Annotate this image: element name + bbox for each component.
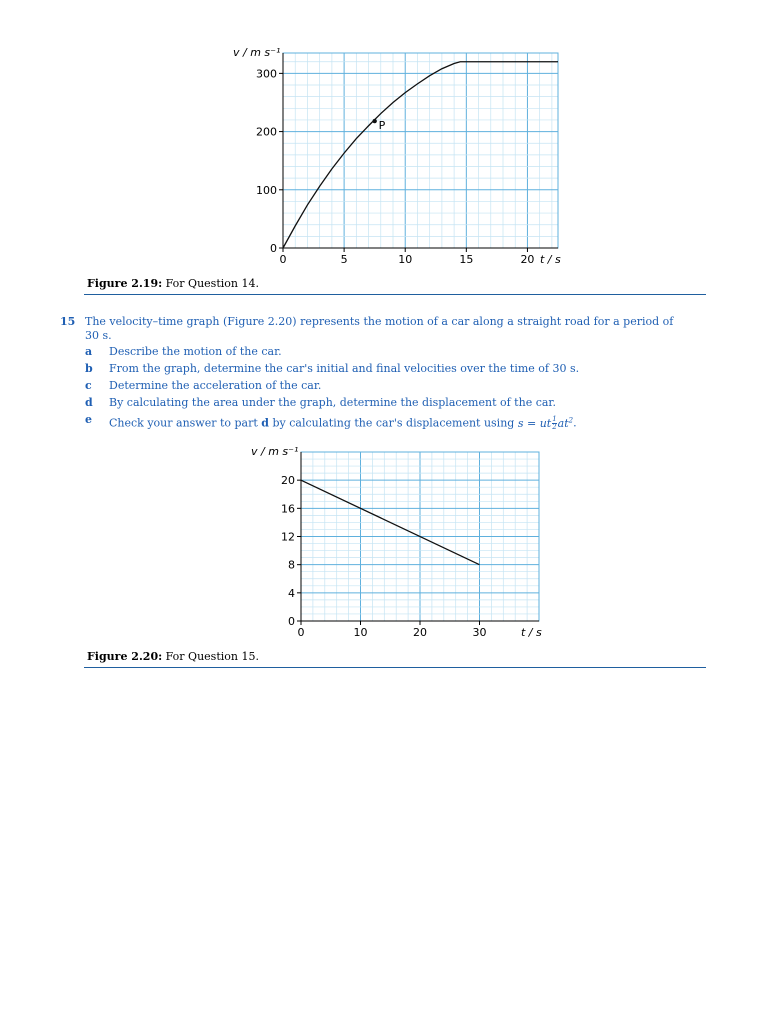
y-tick-label: 4 [288, 586, 295, 600]
x-tick-label: 0 [279, 253, 287, 266]
part-end: . [573, 416, 577, 430]
question-parts [85, 345, 680, 430]
y-tick-label: 12 [281, 530, 295, 544]
part-text-after: by calculating the car's displacement using [269, 416, 518, 430]
eq-rhs: at [557, 416, 569, 430]
x-tick-label: 30 [472, 626, 487, 639]
frac-den: 2 [552, 423, 557, 432]
part-c [85, 379, 680, 396]
figure-2-20-caption [87, 650, 259, 663]
x-axis-label: t / s [521, 626, 542, 639]
y-axis-label: v / m s⁻¹ [233, 46, 281, 59]
eq-exp: 2 [568, 416, 574, 424]
part-text: Determine the acceleration of the car. [109, 379, 322, 392]
y-tick-label: 0 [270, 242, 277, 255]
part-label: a [85, 345, 93, 358]
part-text: By calculating the area under the graph, determine the displacement of the car. [109, 396, 556, 409]
caption-label: Figure 2.19: [87, 277, 163, 290]
y-tick-label: 100 [256, 183, 277, 197]
y-tick-label: 8 [288, 558, 295, 572]
y-tick-label: 0 [288, 615, 295, 628]
fraction-half [552, 416, 556, 431]
frac-num: 1 [552, 415, 557, 424]
part-d [85, 396, 680, 413]
part-text: Describe the motion of the car. [109, 345, 282, 358]
y-tick-label: 16 [281, 502, 295, 516]
x-tick-label: 10 [398, 253, 413, 266]
x-tick-label: 20 [413, 626, 427, 639]
point-label: P [378, 119, 386, 133]
caption-label: Figure 2.20: [87, 650, 163, 663]
caption-text: For Question 15. [162, 650, 259, 663]
velocity-time-chart-fig-2-19 [225, 45, 570, 270]
eq-mid: = ut [523, 416, 552, 430]
y-tick-label: 20 [281, 474, 295, 488]
part-label: d [85, 396, 93, 409]
caption-text: For Question 14. [162, 277, 259, 290]
divider [84, 667, 706, 668]
equation [518, 417, 573, 430]
part-text-before: Check your answer to part [109, 416, 262, 430]
part-text [109, 413, 577, 431]
part-label: e [85, 413, 92, 426]
x-tick-label: 20 [520, 253, 535, 266]
part-label: b [85, 362, 93, 375]
figure-2-19-caption [87, 277, 259, 290]
part-label: c [85, 379, 92, 392]
y-tick-label: 200 [256, 125, 277, 139]
part-ref: d [261, 416, 269, 430]
question-text: The velocity–time graph (Figure 2.20) represents the motion of a car along a straight road for a period of 30 s. [85, 315, 674, 342]
point-marker [372, 119, 376, 123]
x-tick-label: 5 [340, 253, 348, 266]
part-e [85, 413, 680, 430]
part-b [85, 362, 680, 379]
x-tick-label: 0 [297, 626, 305, 639]
part-text: From the graph, determine the car's initial and final velocities over the time of 30 s. [109, 362, 580, 375]
velocity-time-chart-fig-2-20 [245, 445, 550, 645]
x-tick-label: 15 [459, 253, 474, 266]
x-tick-label: 10 [353, 626, 368, 639]
question-number: 15 [60, 315, 76, 328]
divider [84, 294, 706, 295]
x-axis-label: t / s [540, 253, 561, 266]
part-a [85, 345, 680, 362]
y-tick-label: 300 [256, 67, 277, 81]
y-axis-label: v / m s⁻¹ [251, 445, 299, 458]
eq-lhs: s [517, 416, 524, 430]
